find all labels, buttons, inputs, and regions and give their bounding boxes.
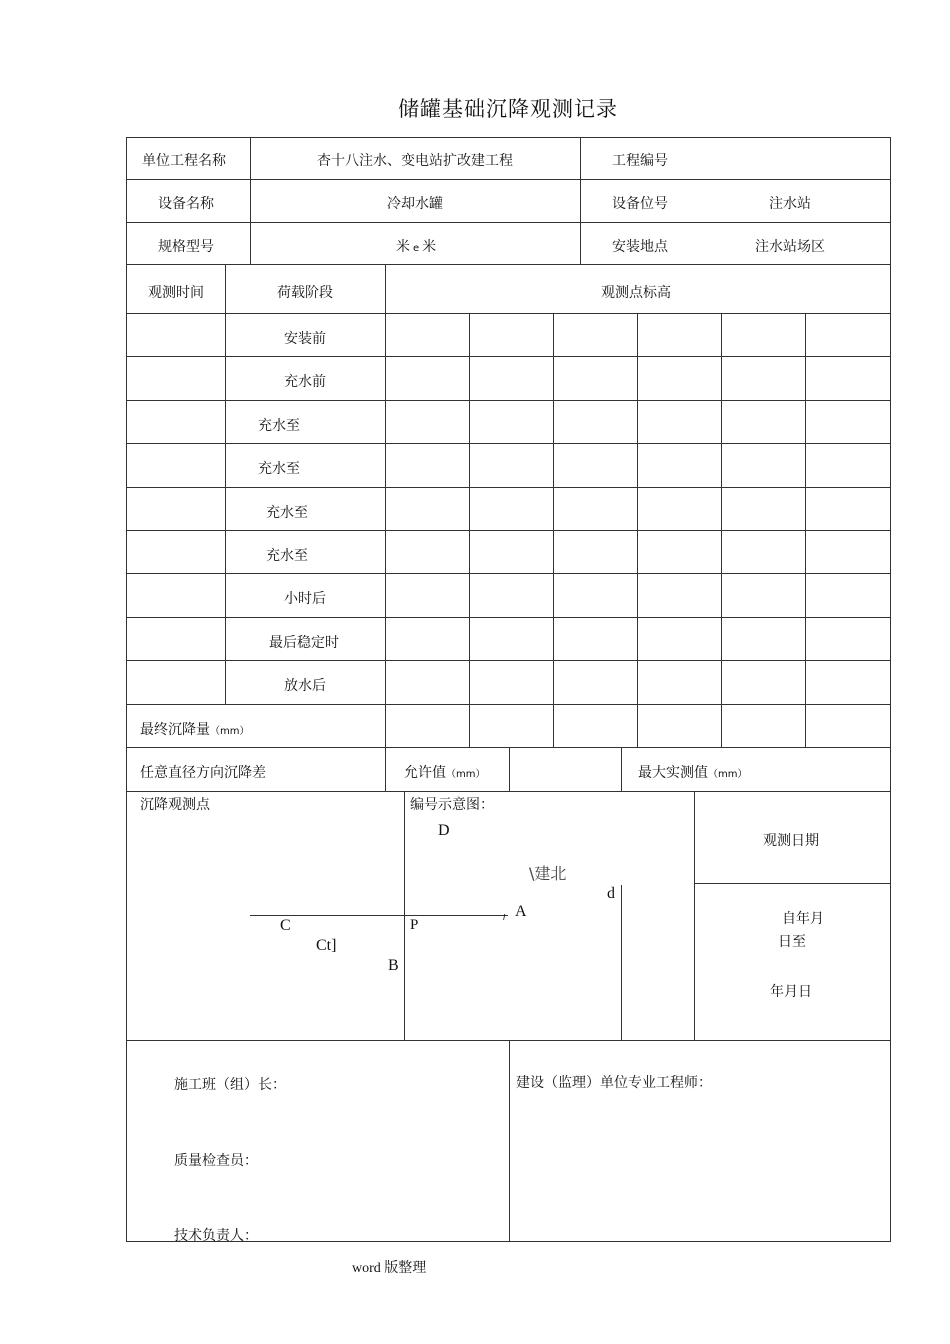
diam-diff-label: 任意直径方向沉降差: [140, 765, 266, 781]
project-name-label: 单位工程名称: [142, 153, 226, 169]
device-name-value: 冷却水罐: [387, 196, 443, 212]
row-line: [126, 704, 891, 705]
row-line: [126, 179, 891, 180]
page-title: 储罐基础沉降观测记录: [398, 97, 618, 121]
device-pos-value: 注水站: [769, 196, 811, 212]
col-line: [805, 313, 806, 747]
row-line: [694, 883, 890, 884]
tech-sign-label: 技术负责人：: [174, 1228, 258, 1244]
stage-label: 充水至: [266, 548, 308, 564]
row-line: [126, 660, 891, 661]
table-border-top: [126, 137, 891, 138]
col-line: [553, 313, 554, 747]
point-A: A: [515, 903, 527, 920]
stage-label: 充水至: [258, 461, 300, 477]
col-line: [509, 747, 510, 791]
schema-label: 编号示意图：: [410, 797, 494, 813]
max-label: 最大实测值（mm）: [638, 765, 748, 781]
point-d: d: [607, 885, 615, 902]
row-line: [126, 573, 891, 574]
point-C: C: [280, 917, 291, 934]
col-line: [637, 313, 638, 747]
col-line: [694, 791, 695, 1040]
install-loc-label: 安装地点: [612, 239, 668, 255]
row-line: [126, 222, 891, 223]
row-line: [126, 443, 891, 444]
row-line: [126, 313, 891, 314]
table-border-left: [126, 137, 127, 1242]
row-line: [126, 400, 891, 401]
stage-label: 充水前: [284, 374, 326, 390]
col-line: [469, 313, 470, 747]
stage-label: 最后稳定时: [269, 635, 339, 651]
point-P: P: [410, 917, 419, 933]
row-line: [126, 530, 891, 531]
stage-label: 安装前: [284, 331, 326, 347]
stage-label: 放水后: [284, 678, 326, 694]
spec-label: 规格型号: [158, 239, 214, 255]
install-loc-value: 注水站场区: [755, 239, 825, 255]
diagram-line: [621, 885, 622, 1040]
point-B: B: [388, 957, 399, 974]
row-line: [126, 791, 891, 792]
col-line: [621, 747, 622, 791]
row-line: [126, 356, 891, 357]
stage-label: 充水至: [258, 418, 300, 434]
col-elev-header: 观测点标高: [601, 285, 671, 301]
point-D: D: [438, 822, 450, 839]
obs-date-line1: 自年月: [782, 911, 824, 927]
inspector-sign-label: 质量检查员：: [174, 1153, 258, 1169]
row-line: [126, 264, 891, 265]
col-line: [225, 264, 226, 704]
device-name-label: 设备名称: [158, 196, 214, 212]
project-name-value: 杏十八注水、变电站扩改建工程: [317, 153, 513, 169]
points-label: 沉降观测点: [140, 797, 210, 813]
stage-label: 小时后: [284, 591, 326, 607]
table-border-right: [890, 137, 891, 1242]
obs-date-line2: 日至: [778, 934, 806, 950]
axis-tick: I: [503, 913, 506, 922]
col-line: [385, 264, 386, 791]
project-no-label: 工程编号: [612, 153, 668, 169]
final-settle-label: 最终沉降量（mm）: [140, 722, 250, 738]
spec-value: 米 e 米: [396, 239, 437, 255]
stage-label: 充水至: [266, 505, 308, 521]
row-line: [126, 487, 891, 488]
col-line: [580, 137, 581, 264]
diagram-axis-line: [250, 915, 508, 916]
col-time-header: 观测时间: [148, 285, 204, 301]
col-line: [721, 313, 722, 747]
col-line: [509, 1040, 510, 1241]
footer-note: word 版整理: [352, 1261, 427, 1276]
obs-date-line3: 年月日: [770, 984, 812, 1000]
obs-date-label: 观测日期: [763, 833, 819, 849]
engineer-sign-label: 建设（监理）单位专业工程师：: [516, 1075, 712, 1091]
allow-label: 允许值（mm）: [404, 765, 486, 781]
leader-sign-label: 施工班（组）长：: [174, 1077, 286, 1093]
col-stage-header: 荷载阶段: [277, 285, 333, 301]
north-label: \建北: [529, 864, 567, 883]
device-pos-label: 设备位号: [612, 196, 668, 212]
row-line: [126, 617, 891, 618]
point-Ct: Ct]: [316, 937, 337, 954]
